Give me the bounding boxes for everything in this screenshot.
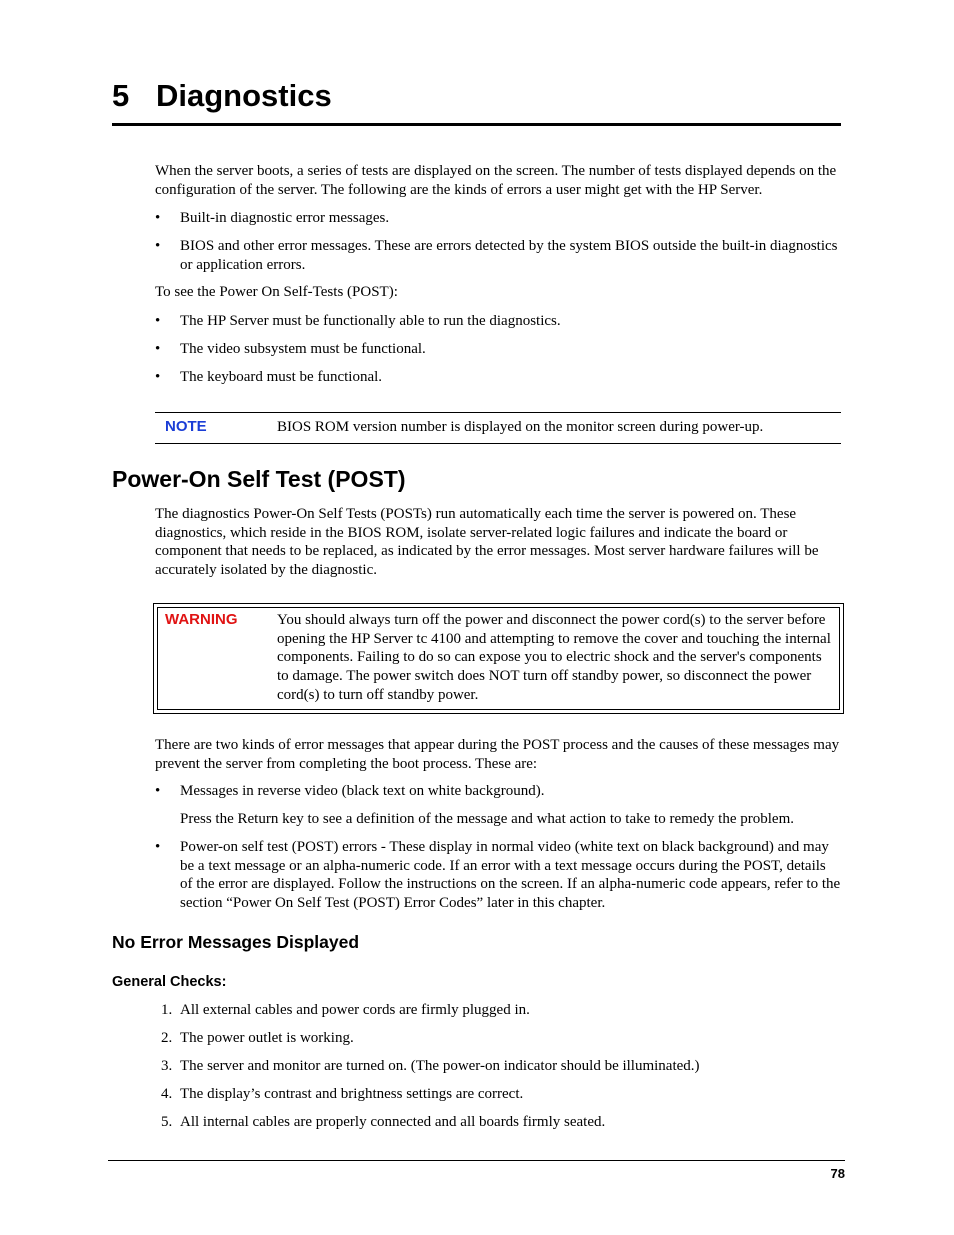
bullet-glyph: •: [155, 783, 161, 799]
numbered-item: [155, 1029, 841, 1048]
post-paragraph: The diagnostics Power-On Self Tests (POSTs) run automatically each time the server is powered on. These diagnostics, which reside in the BIOS ROM, isolate server-related logic failures and indicate the board or component that needs to be replaced, as indicated by the error messages. Most server hardware failures will be accurately isolated by the diagnostic.: [155, 506, 819, 579]
item-number: 5.: [161, 1114, 173, 1130]
list-item: [155, 340, 841, 359]
list-item: [155, 838, 841, 913]
chapter-title: [112, 76, 332, 116]
footer-rule: [108, 1160, 845, 1161]
list-item-text: The keyboard must be functional.: [180, 369, 383, 385]
bullet-glyph: •: [155, 238, 161, 254]
list-item: [155, 312, 841, 331]
list-item: [155, 209, 841, 228]
list-item-text: Built-in diagnostic error messages.: [180, 210, 390, 226]
list-item-text: The video subsystem must be functional.: [180, 341, 426, 357]
item-number: 3.: [161, 1058, 173, 1074]
note-label: NOTE: [165, 418, 207, 435]
warning-text: You should always turn off the power and disconnect the power cord(s) to the server before opening the HP Server tc 4100 and attempting to remove the cover and touching the internal components. Failing to do so can expose you to electric shock and the server's components to damage. The power switch does NOT turn off standby power, so disconnect the power cord(s) to turn off standby power.: [277, 612, 831, 703]
list-item: [155, 237, 841, 274]
subheading-general-checks: General Checks:: [112, 974, 227, 990]
list-item-text: Power-on self test (POST) errors - These display in normal video (white text on black background) and may be a text message or an alpha-numeric code. If an error with a text message occurs during the POST, details of the error are displayed. Follow the instructions on the screen. If an alpha-numeric code appears, refer to the section “Power On Self Test (POST) Error Codes” later in this chapter.: [180, 839, 841, 912]
list-item: [155, 368, 841, 387]
item-number: 4.: [161, 1086, 173, 1102]
bullet-glyph: •: [155, 839, 161, 855]
list-item: [155, 782, 841, 801]
error-paragraph: There are two kinds of error messages that appear during the POST process and the causes of these messages may prevent the server from completing the boot process. These are:: [155, 737, 840, 772]
item-number: 2.: [161, 1030, 173, 1046]
post-lead-text: To see the Power On Self-Tests (POST):: [155, 284, 398, 300]
numbered-item: [155, 1113, 841, 1132]
chapter-title-rule: [112, 123, 841, 126]
intro-paragraph: When the server boots, a series of tests are displayed on the screen. The number of tests displayed depends on the configuration of the server. The following are the kinds of errors a user might get with the HP Server.: [155, 163, 837, 198]
section-heading-post: Power-On Self Test (POST): [112, 466, 406, 492]
chapter-title-text: Diagnostics: [156, 78, 332, 113]
list-item-text: Messages in reverse video (black text on white background).: [180, 783, 545, 799]
item-text: The display’s contrast and brightness settings are correct.: [180, 1086, 524, 1102]
bullet-glyph: •: [155, 369, 161, 385]
list-item-text: BIOS and other error messages. These are errors detected by the system BIOS outside the built-in diagnostics or application errors.: [180, 238, 838, 273]
item-text: All internal cables are properly connected and all boards firmly seated.: [180, 1114, 606, 1130]
bullet-glyph: •: [155, 341, 161, 357]
numbered-item: [155, 1057, 841, 1076]
note-text: BIOS ROM version number is displayed on the monitor screen during power-up.: [277, 419, 764, 435]
warning-label: WARNING: [165, 611, 238, 628]
numbered-item: [155, 1001, 841, 1020]
bullet-glyph: •: [155, 313, 161, 329]
chapter-number: 5: [112, 78, 130, 113]
numbered-item: [155, 1085, 841, 1104]
item-text: The power outlet is working.: [180, 1030, 354, 1046]
return-key-text: Press the Return key to see a definition of the message and what action to take to remedy the problem.: [180, 811, 794, 827]
item-number: 1.: [161, 1002, 173, 1018]
bullet-glyph: •: [155, 210, 161, 226]
item-text: The server and monitor are turned on. (The power-on indicator should be illuminated.): [180, 1058, 700, 1074]
item-text: All external cables and power cords are firmly plugged in.: [180, 1002, 530, 1018]
section-heading-no-error: No Error Messages Displayed: [112, 932, 360, 952]
page-number: 78: [830, 1166, 845, 1181]
list-item-text: The HP Server must be functionally able to run the diagnostics.: [180, 313, 561, 329]
